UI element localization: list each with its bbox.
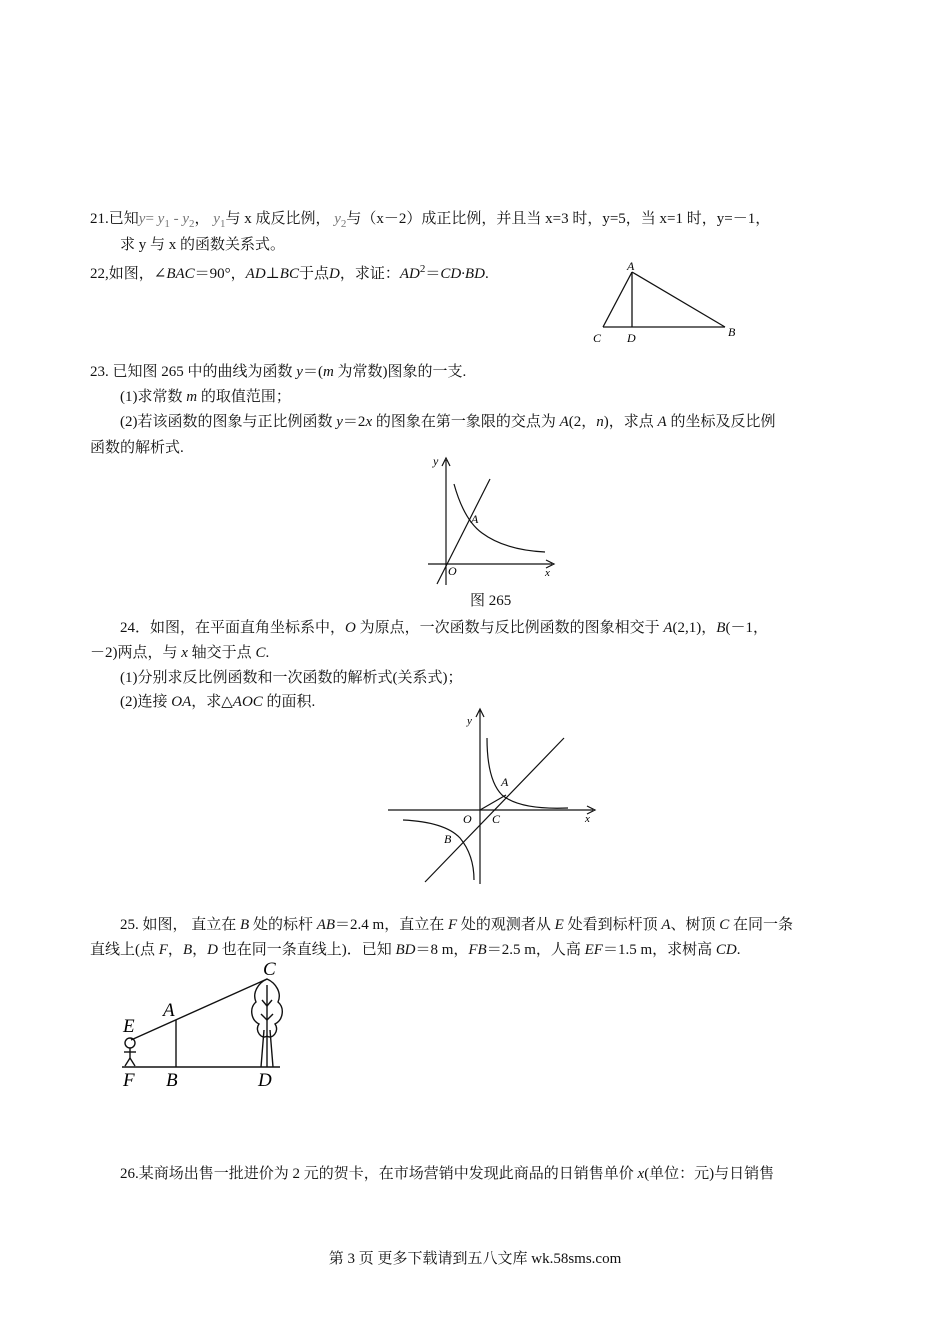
figure-caption: 图 265 [470,593,512,609]
q24-label-a: A [501,775,509,789]
tree-label-e: E [123,1016,135,1037]
triangle-label-d: D [627,331,636,345]
tree-label-b: B [166,1070,178,1091]
q21-line2: 求 y 与 x 的函数关系式。 [120,237,286,253]
q22-line1: 22,如图，∠BAC＝90°，AD⊥BC于点D，求证：$AD^2=CD\cdot BD$. [90,263,489,282]
q25-line2: 直线上(点 F，B，D 也在同一条直线上)．已知 BD＝8 m，FB＝2.5 m，人高 EF＝1.5 m，求树高 CD. [90,942,741,958]
tree-label-a: A [163,1000,175,1021]
fig265-label-o: O [448,564,457,578]
q21-line1: 21.已知$y= y_1 - y_2$， $y_1$与 x 成反比例， $y_2$与（x－2）成正比例，并且当 x=3 时，y=5，当 x=1 时，y=－1， [90,211,771,230]
fig265-label-a: A [471,512,479,526]
q24-label-b: B [444,832,452,846]
q23-line2: (1)求常数 m 的取值范围； [120,389,291,405]
fig265-label-y: y [433,454,439,468]
q25-line1: 25. 如图， 直立在 B 处的标杆 AB＝2.4 m，直立在 F 处的观测者从 E 处看到标杆顶 A、树顶 C 在同一条 [120,917,794,933]
tree-label-f: F [123,1070,135,1091]
q23-line1: 23. 已知图 265 中的曲线为函数 y＝(m 为常数)图象的一支. [90,364,467,380]
q24-line3: (1)分别求反比例函数和一次函数的解析式(关系式)； [120,670,463,686]
triangle-label-b: B [728,325,736,339]
q23-line3: (2)若该函数的图象与正比例函数 y＝2x 的图象在第一象限的交点为 A(2，n)，求点 A 的坐标及反比例 [120,414,776,430]
tree-label-c: C [263,959,276,980]
triangle-label-a: A [627,259,635,273]
q24-line4: (2)连接 OA，求△AOC 的面积. [120,694,316,710]
q24-label-y: y [467,715,472,727]
q26-line1: 26.某商场出售一批进价为 2 元的贺卡，在市场营销中发现此商品的日销售单价 x(单位：元)与日销售 [120,1166,775,1182]
q24-line1: 24．如图，在平面直角坐标系中，O 为原点，一次函数与反比例函数的图象相交于 A(2,1)，B(－1， [120,620,768,636]
page-footer: 第 3 页 更多下载请到五八文库 wk.58sms.com [328,1251,622,1267]
q24-label-x: x [585,813,590,825]
triangle-label-c: C [593,331,602,345]
fig265-label-x: x [545,567,550,579]
q24-line2: －2)两点，与 x 轴交于点 C. [90,645,270,661]
q24-label-o: O [463,812,472,826]
tree-label-d: D [258,1070,272,1091]
q24-label-c: C [492,812,501,826]
q23-line4: 函数的解析式. [90,440,184,456]
